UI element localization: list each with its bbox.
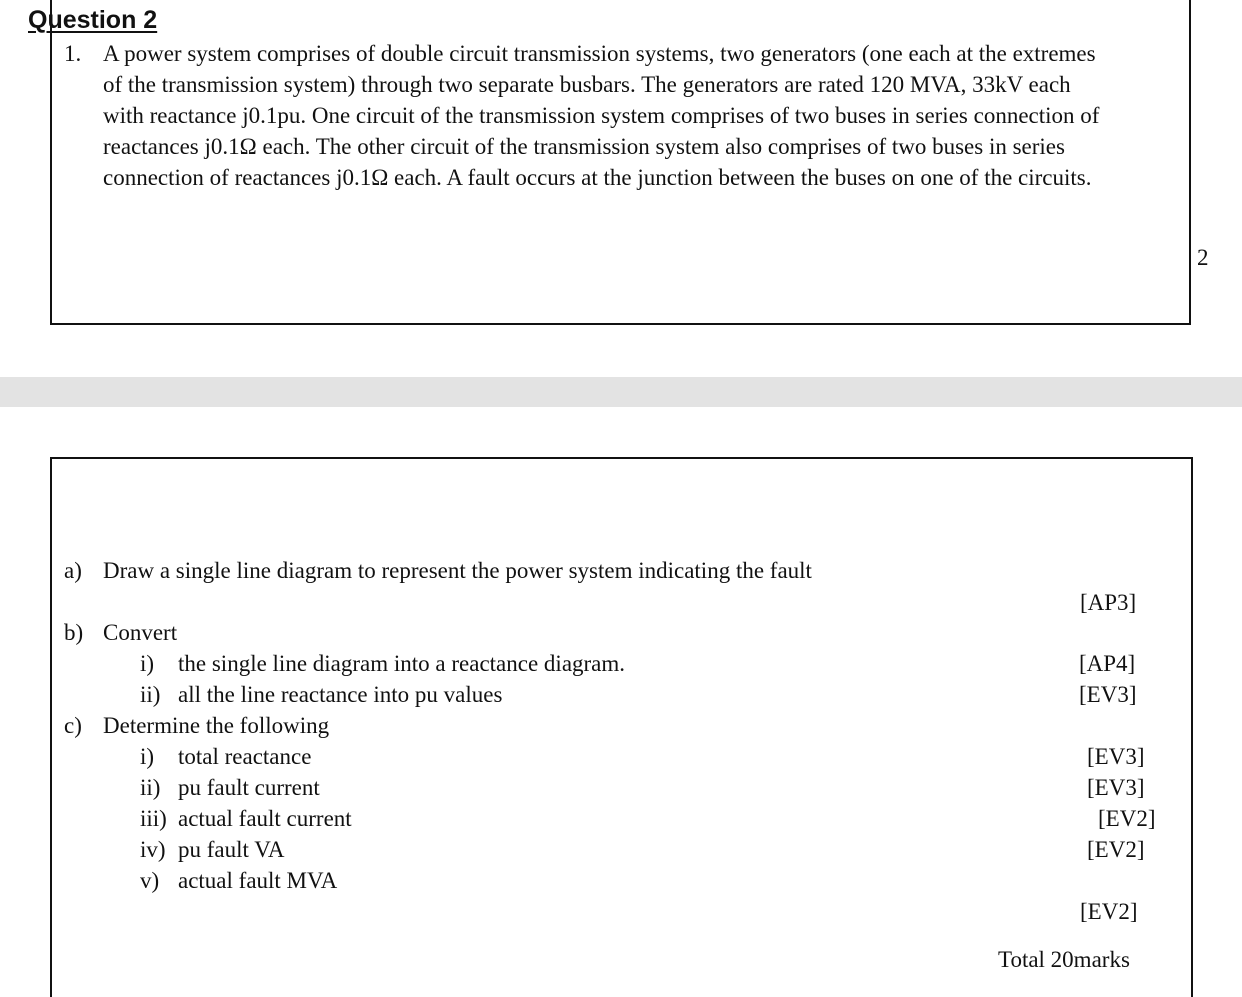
part-b-i-text: the single line diagram into a reactance diagram.: [178, 651, 626, 676]
part-c-i-label: i): [140, 744, 155, 769]
part-c-iv-code: [EV2]: [1087, 837, 1145, 862]
part-c-iv-text: pu fault VA: [178, 837, 285, 862]
part-b-ii-code: [EV3]: [1079, 682, 1137, 707]
part-a-label: a): [64, 558, 82, 583]
total-marks: Total 20marks: [998, 947, 1130, 972]
question-line-4: reactances j0.1Ω each. The other circuit of the transmission system also comprises of two buses in series: [103, 134, 1065, 159]
part-c-iv-label: iv): [140, 837, 166, 862]
question-line-3: with reactance j0.1pu. One circuit of the transmission system comprises of two buses in series connection of: [103, 103, 1100, 128]
part-c-label: c): [64, 713, 82, 738]
part-c-v-code: [EV2]: [1080, 899, 1138, 924]
part-a-code: [AP3]: [1080, 590, 1137, 615]
part-b-ii-text: all the line reactance into pu values: [178, 682, 503, 707]
part-c-ii-text: pu fault current: [178, 775, 320, 800]
part-c-v-text: actual fault MVA: [178, 868, 338, 893]
part-c-text: Determine the following: [103, 713, 330, 738]
question-number: 1.: [64, 41, 82, 66]
part-b-label: b): [64, 620, 84, 645]
page-separator: [0, 377, 1242, 407]
question-line-1: A power system comprises of double circuit transmission systems, two generators (one each at the extremes: [103, 41, 1096, 66]
part-c-v-label: v): [140, 868, 160, 893]
part-c-iii-label: iii): [140, 806, 167, 831]
part-c-iii-code: [EV2]: [1098, 806, 1156, 831]
part-b-i-code: [AP4]: [1079, 651, 1136, 676]
part-c-i-code: [EV3]: [1087, 744, 1145, 769]
part-b-i-label: i): [140, 651, 155, 676]
part-c-i-text: total reactance: [178, 744, 312, 769]
part-c-ii-label: ii): [140, 775, 161, 800]
question-line-2: of the transmission system) through two separate busbars. The generators are rated 120 MVA, 33kV each: [103, 72, 1071, 97]
question-line-5: connection of reactances j0.1Ω each. A fault occurs at the junction between the buses on one of the circuits.: [103, 165, 1092, 190]
part-a-text: Draw a single line diagram to represent the power system indicating the fault: [103, 558, 812, 583]
side-page-number: 2: [1197, 245, 1209, 270]
question-heading: Question 2: [28, 6, 158, 34]
part-c-iii-text: actual fault current: [178, 806, 352, 831]
part-b-text: Convert: [103, 620, 178, 645]
part-c-ii-code: [EV3]: [1087, 775, 1145, 800]
part-b-ii-label: ii): [140, 682, 161, 707]
